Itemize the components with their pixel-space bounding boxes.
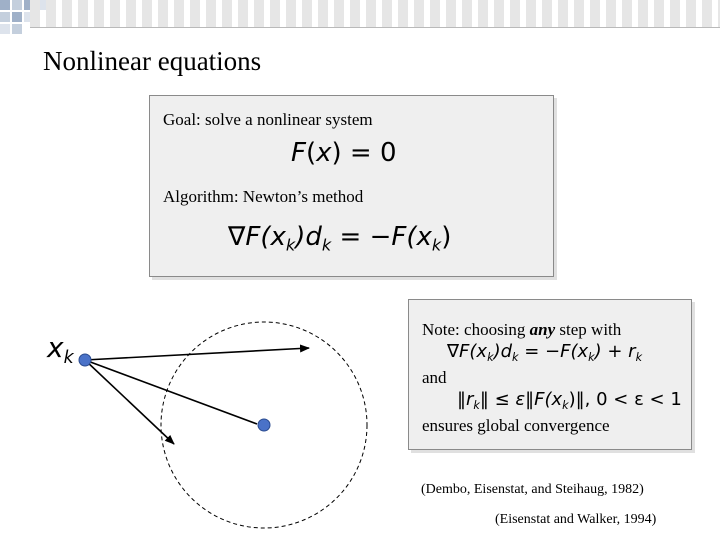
citation-eisenstat: (Eisenstat and Walker, 1994) bbox=[495, 512, 657, 527]
step-arrow-down bbox=[85, 360, 174, 444]
residual-condition: $‖r_k‖$ ≤ $\varepsilon‖F(x_k)‖$, 0 < ε < 1 bbox=[457, 389, 682, 412]
step-arrow-center bbox=[85, 360, 257, 424]
and-text: and bbox=[422, 368, 447, 387]
goal-text: Goal: solve a nonlinear system bbox=[163, 110, 373, 129]
inexact-newton-equation: $\nabla F(x_k)d_k = -F(x_k) + r_k$ bbox=[447, 341, 643, 364]
iterate-point bbox=[79, 354, 91, 366]
algorithm-text: Algorithm: Newton’s method bbox=[163, 187, 364, 206]
slide-title: Nonlinear equations bbox=[43, 46, 262, 76]
newton-equation: $\nabla F(x_k)d_k = -F(x_k)$ bbox=[228, 222, 452, 255]
system-equation: F(x) = 0 bbox=[291, 138, 397, 168]
note-text: Note: choosing any step with bbox=[422, 320, 622, 339]
solution-point bbox=[258, 419, 270, 431]
step-arrow-long bbox=[85, 348, 309, 360]
iterate-label: $x_k$ bbox=[47, 331, 74, 369]
citation-dembo: (Dembo, Eisenstat, and Steihaug, 1982) bbox=[421, 482, 644, 497]
ensures-text: ensures global convergence bbox=[422, 416, 610, 435]
